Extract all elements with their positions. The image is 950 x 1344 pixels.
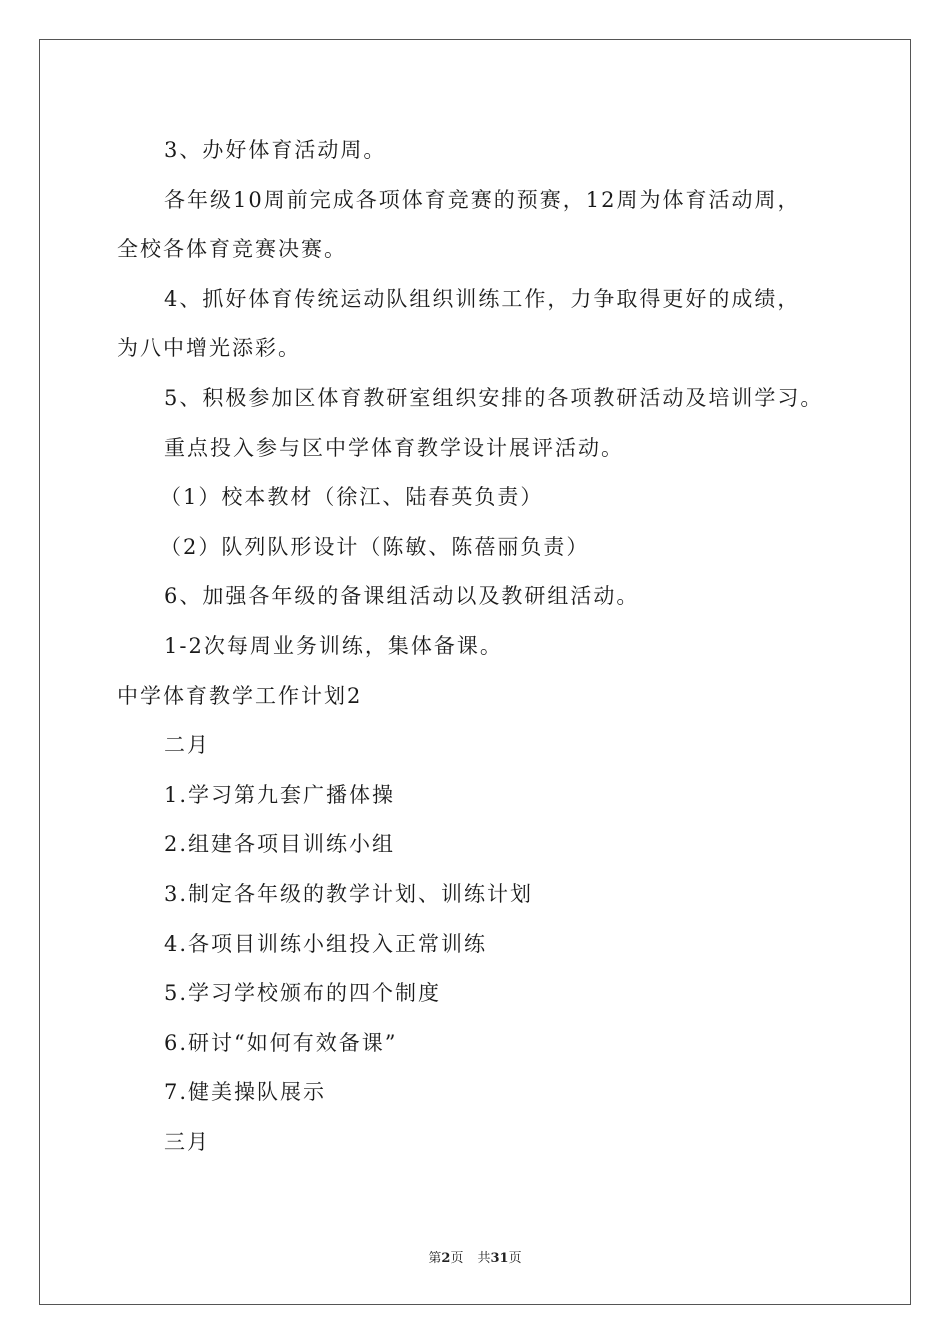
paragraph-line: （2）队列队形设计（陈敏、陈蓓丽负责） xyxy=(160,534,590,559)
paragraph-line: 中学体育教学工作计划2 xyxy=(117,683,363,708)
paragraph-line: （1）校本教材（徐江、陆春英负责） xyxy=(160,485,544,510)
footer-page-prefix: 第 xyxy=(428,1251,442,1266)
paragraph-line: 5.学习学校颁布的四个制度 xyxy=(164,981,442,1006)
footer-total-number: 31 xyxy=(490,1251,509,1266)
paragraph-line: 7.健美操队展示 xyxy=(164,1080,327,1105)
paragraph-line: 2.组建各项目训练小组 xyxy=(164,832,396,857)
paragraph-line: 二月 xyxy=(164,733,210,758)
footer-page-number: 2 xyxy=(441,1251,451,1266)
footer-page-suffix: 页 xyxy=(450,1251,464,1266)
paragraph-line: 6、加强各年级的备课组活动以及教研组活动。 xyxy=(164,584,640,609)
page-footer xyxy=(0,1247,950,1266)
paragraph-line: 3、办好体育活动周。 xyxy=(164,138,387,162)
paragraph-line: 全校各体育竞赛决赛。 xyxy=(117,237,347,262)
paragraph-line: 3.制定各年级的教学计划、训练计划 xyxy=(164,881,534,906)
paragraph-line: 4、抓好体育传统运动队组织训练工作，力争取得更好的成绩， xyxy=(164,286,801,311)
document-body xyxy=(117,126,837,1167)
paragraph-line: 4.各项目训练小组投入正常训练 xyxy=(164,931,488,956)
paragraph-line: 6.研讨“如何有效备课” xyxy=(164,1030,398,1055)
paragraph-line: 1-2次每周业务训练，集体备课。 xyxy=(164,633,503,658)
paragraph-line: 三月 xyxy=(164,1129,210,1154)
footer-total-suffix: 页 xyxy=(508,1251,522,1266)
paragraph-line: 重点投入参与区中学体育教学设计展评活动。 xyxy=(164,435,624,460)
paragraph-line: 5、积极参加区体育教研室组织安排的各项教研活动及培训学习。 xyxy=(164,385,824,410)
paragraph-line: 1.学习第九套广播体操 xyxy=(164,782,396,807)
paragraph-line: 为八中增光添彩。 xyxy=(117,336,301,361)
paragraph-line: 各年级10周前完成各项体育竞赛的预赛，12周为体育活动周， xyxy=(164,187,801,212)
footer-total-prefix: 共 xyxy=(477,1251,491,1266)
